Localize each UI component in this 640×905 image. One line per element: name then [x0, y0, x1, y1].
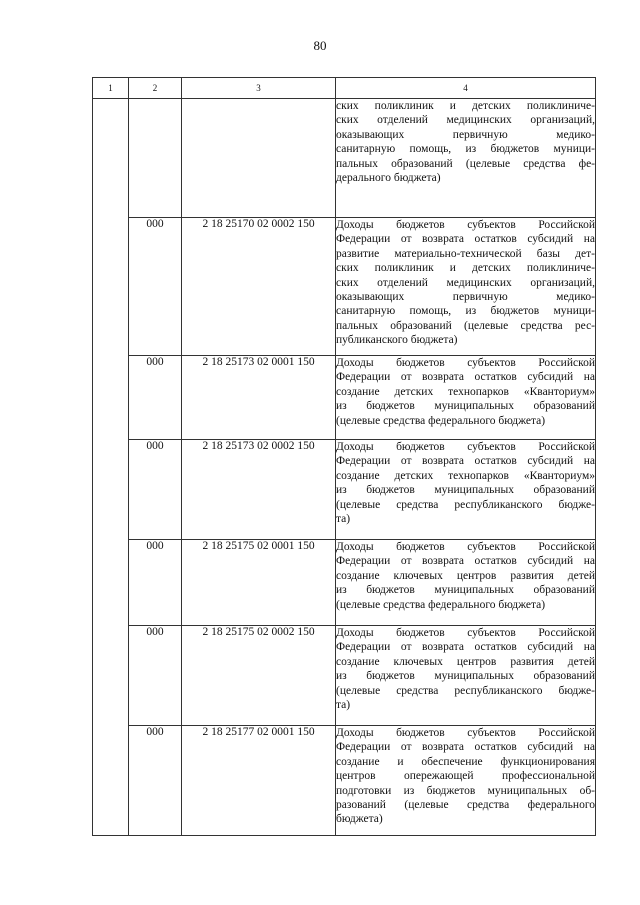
- description-line: санитарную помощь, из бюджетов муници-: [336, 143, 595, 156]
- description-line: Федерации от возврата остатков субсидий на: [336, 455, 595, 468]
- description-line: бюджета): [336, 813, 383, 826]
- description-cell: [336, 540, 596, 626]
- table-row: [93, 440, 596, 540]
- admin-code-cell: 000: [129, 540, 182, 626]
- budget-codes-table: [92, 77, 596, 836]
- description-line: из бюджетов муниципальных образований: [336, 484, 595, 497]
- description-line: из бюджетов муниципальных образований: [336, 584, 595, 597]
- description-line: публиканского бюджета): [336, 334, 458, 347]
- description-line: пальных образований (целевые средства фе-: [336, 157, 595, 170]
- description-line: Доходы бюджетов субъектов Российской: [336, 441, 595, 453]
- table-header-row: [93, 78, 596, 99]
- header-col-3: 3: [182, 78, 336, 99]
- description-line: Доходы бюджетов субъектов Российской: [336, 627, 595, 639]
- description-line: (целевые средства республиканского бюдже-: [336, 498, 595, 511]
- description-line: ских отделений медицинских организаций,: [336, 114, 595, 127]
- admin-code-cell: 000: [129, 218, 182, 356]
- revenue-code-cell: [182, 99, 336, 218]
- description-line: (целевые средства республиканского бюдже-: [336, 684, 595, 697]
- admin-code-cell: 000: [129, 626, 182, 726]
- description-line: центров опережающей профессиональной: [336, 770, 595, 783]
- revenue-code-cell: 2 18 25173 02 0002 150: [182, 440, 336, 540]
- header-col-4: 4: [336, 78, 596, 99]
- description-line: Федерации от возврата остатков субсидий на: [336, 233, 595, 246]
- description-line: создание детских технопарков «Кванториум»: [336, 469, 595, 482]
- description-line: создание ключевых центров развития детей: [336, 569, 595, 582]
- description-line: Федерации от возврата остатков субсидий на: [336, 741, 595, 754]
- description-cell: [336, 99, 596, 218]
- description-cell: [336, 356, 596, 440]
- table-row: [93, 218, 596, 356]
- description-cell: [336, 218, 596, 356]
- description-line: разований (целевые средства федерального: [336, 798, 595, 811]
- description-cell: [336, 626, 596, 726]
- description-line: Федерации от возврата остатков субсидий на: [336, 371, 595, 384]
- description-line: создание ключевых центров развития детей: [336, 655, 595, 668]
- description-line: из бюджетов муниципальных образований: [336, 400, 595, 413]
- description-line: Доходы бюджетов субъектов Российской: [336, 727, 595, 739]
- revenue-code-cell: 2 18 25177 02 0001 150: [182, 726, 336, 836]
- description-line: та): [336, 512, 351, 525]
- description-line: Доходы бюджетов субъектов Российской: [336, 541, 595, 553]
- admin-code-cell: 000: [129, 726, 182, 836]
- col-1-cell: [93, 99, 129, 836]
- page-number: 80: [313, 38, 327, 53]
- description-line: пальных образований (целевые средства рес-: [336, 319, 595, 332]
- table-row: [93, 99, 596, 218]
- description-line: создание и обеспечение функционирования: [336, 755, 595, 768]
- table-row: [93, 726, 596, 836]
- revenue-code-cell: 2 18 25175 02 0002 150: [182, 626, 336, 726]
- revenue-code-cell: 2 18 25173 02 0001 150: [182, 356, 336, 440]
- description-line: Доходы бюджетов субъектов Российской: [336, 219, 595, 231]
- description-cell: [336, 440, 596, 540]
- admin-code-cell: [129, 99, 182, 218]
- description-line: Федерации от возврата остатков субсидий на: [336, 555, 595, 568]
- description-line: оказывающих первичную медико-: [336, 290, 595, 303]
- description-line: ских отделений медицинских организаций,: [336, 276, 595, 289]
- admin-code-cell: 000: [129, 356, 182, 440]
- header-col-2: 2: [129, 78, 182, 99]
- table-row: [93, 540, 596, 626]
- description-cell: [336, 726, 596, 836]
- description-line: Доходы бюджетов субъектов Российской: [336, 357, 595, 369]
- description-line: Федерации от возврата остатков субсидий на: [336, 641, 595, 654]
- header-col-1: 1: [93, 78, 129, 99]
- description-line: та): [336, 698, 351, 711]
- revenue-code-cell: 2 18 25175 02 0001 150: [182, 540, 336, 626]
- revenue-code-cell: 2 18 25170 02 0002 150: [182, 218, 336, 356]
- description-line: развитие материально-технической базы дет-: [336, 247, 595, 260]
- description-line: (целевые средства федерального бюджета): [336, 414, 546, 427]
- description-line: подготовки из бюджетов муниципальных об-: [336, 784, 595, 797]
- description-line: создание детских технопарков «Кванториум»: [336, 385, 595, 398]
- table-row: [93, 626, 596, 726]
- description-line: оказывающих первичную медико-: [336, 128, 595, 141]
- admin-code-cell: 000: [129, 440, 182, 540]
- table-row: [93, 356, 596, 440]
- description-line: (целевые средства федерального бюджета): [336, 598, 546, 611]
- description-line: санитарную помощь, из бюджетов муници-: [336, 305, 595, 318]
- description-line: из бюджетов муниципальных образований: [336, 670, 595, 683]
- description-line: ских поликлиник и детских поликлиниче-: [336, 262, 595, 275]
- description-line: дерального бюджета): [336, 171, 441, 184]
- description-line: ских поликлиник и детских поликлиниче-: [336, 100, 595, 112]
